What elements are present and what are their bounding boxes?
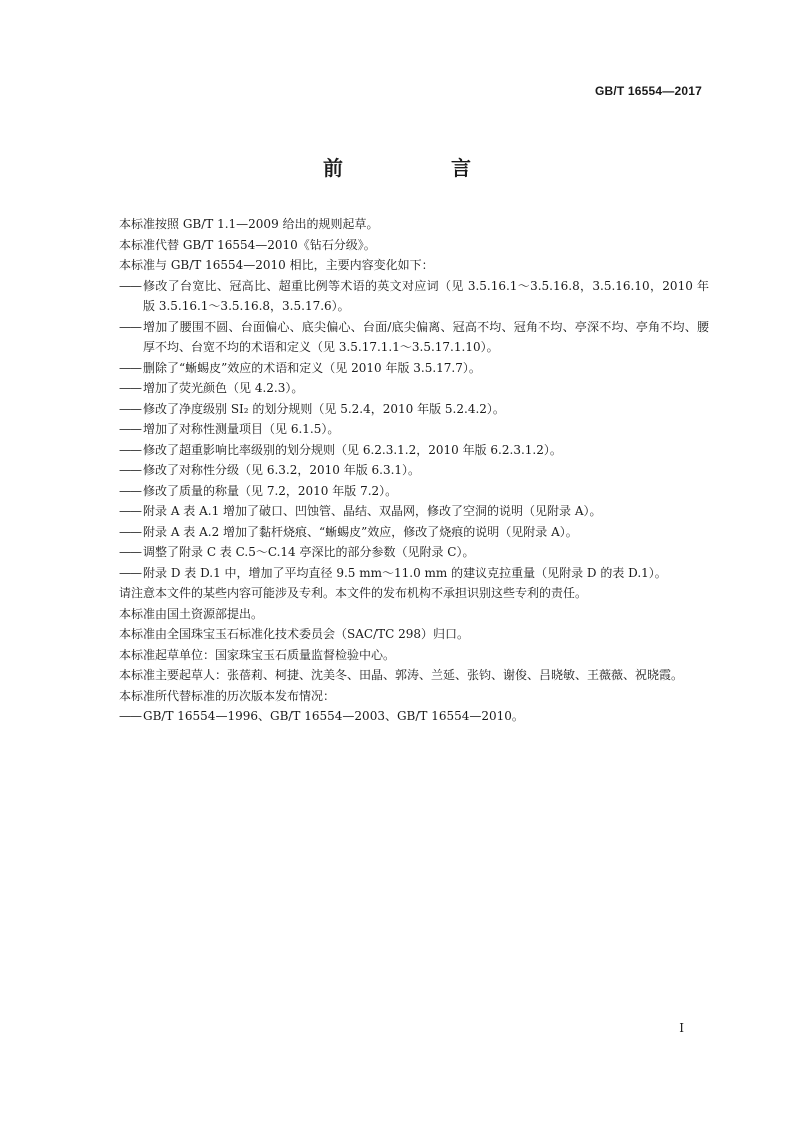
change-item xyxy=(119,276,709,317)
dash-mark: —— xyxy=(119,401,141,416)
change-item xyxy=(119,440,709,461)
dash-mark: —— xyxy=(119,381,141,395)
dash-mark: —— xyxy=(119,422,141,436)
change-item xyxy=(119,501,709,522)
paragraph: 本标准由国土资源部提出。 xyxy=(119,606,264,621)
change-text: 增加了腰围不圆、台面偏心、底尖偏心、台面/底尖偏离、冠高不均、冠角不均、亭深不均、亭角不均、腰厚不均、台宽不均的术语和定义（见 3.5.17.1.1～3.5.17.1.10）。 xyxy=(143,319,709,354)
paragraph: 请注意本文件的某些内容可能涉及专利。本文件的发布机构不承担识别这些专利的责任。 xyxy=(119,586,588,600)
dash-mark: —— xyxy=(119,545,141,559)
paragraph: 本标准起草单位：国家珠宝玉石质量监督检验中心。 xyxy=(119,647,396,662)
dash-mark: —— xyxy=(119,524,141,539)
change-text: 附录 A 表 A.1 增加了破口、凹蚀管、晶结、双晶网，修改了空洞的说明（见附录 A）。 xyxy=(143,504,602,518)
change-text: 增加了对称性测量项目（见 6.1.5）。 xyxy=(143,422,340,436)
paragraph: 本标准按照 GB/T 1.1—2009 给出的规则起草。 xyxy=(119,217,379,231)
page-title: 前 言 xyxy=(323,156,515,180)
dash-mark: —— xyxy=(119,483,141,498)
dash-mark: —— xyxy=(119,709,141,723)
foreword-body xyxy=(119,214,709,727)
paragraph: 本标准主要起草人：张蓓莉、柯捷、沈美冬、田晶、郭涛、兰延、张钧、谢俊、吕晓敏、王薇薇、祝晓霞。 xyxy=(119,668,684,682)
change-item xyxy=(119,358,709,379)
page-number: I xyxy=(679,1021,684,1035)
history-text: GB/T 16554—1996、GB/T 16554—2003、GB/T 16554—2010。 xyxy=(143,709,524,723)
dash-mark: —— xyxy=(119,504,141,518)
paragraph: 本标准由全国珠宝玉石标准化技术委员会（SAC/TC 298）归口。 xyxy=(119,627,470,641)
change-item xyxy=(119,378,709,399)
change-text: 附录 D 表 D.1 中，增加了平均直径 9.5 mm～11.0 mm 的建议克拉重量（见附录 D 的表 D.1）。 xyxy=(143,565,667,580)
dash-mark: —— xyxy=(119,319,141,334)
change-text: 修改了净度级别 SI₂ 的划分规则（见 5.2.4，2010 年版 5.2.4.2）。 xyxy=(143,401,505,416)
change-item xyxy=(119,522,709,543)
change-text: 修改了超重影响比率级别的划分规则（见 6.2.3.1.2，2010 年版 6.2.3.1.2）。 xyxy=(143,442,562,457)
change-item xyxy=(119,399,709,420)
change-text: 修改了台宽比、冠高比、超重比例等术语的英文对应词（见 3.5.16.1～3.5.16.8，3.5.16.10，2010 年版 3.5.16.1～3.5.16.8，3.5.17.6）。 xyxy=(143,278,709,313)
dash-mark: —— xyxy=(119,463,141,477)
change-text: 增加了荧光颜色（见 4.2.3）。 xyxy=(143,381,304,395)
paragraph: 本标准与 GB/T 16554—2010 相比，主要内容变化如下： xyxy=(119,258,434,272)
standard-code: GB/T 16554—2017 xyxy=(594,84,702,98)
change-item xyxy=(119,419,709,440)
dash-mark: —— xyxy=(119,360,141,375)
change-text: 删除了“蜥蜴皮”效应的术语和定义（见 2010 年版 3.5.17.7）。 xyxy=(143,360,481,375)
change-item xyxy=(119,542,709,563)
change-text: 修改了对称性分级（见 6.3.2，2010 年版 6.3.1）。 xyxy=(143,463,421,477)
change-text: 修改了质量的称量（见 7.2，2010 年版 7.2）。 xyxy=(143,483,398,498)
change-item xyxy=(119,317,709,358)
change-item xyxy=(119,481,709,502)
paragraph: 本标准所代替标准的历次版本发布情况： xyxy=(119,688,336,703)
dash-mark: —— xyxy=(119,278,141,293)
history-item xyxy=(119,706,709,727)
dash-mark: —— xyxy=(119,442,141,457)
change-item xyxy=(119,563,709,584)
dash-mark: —— xyxy=(119,565,141,580)
change-text: 调整了附录 C 表 C.5～C.14 亭深比的部分参数（见附录 C）。 xyxy=(143,545,475,559)
change-text: 附录 A 表 A.2 增加了黏杆烧痕、“蜥蜴皮”效应，修改了烧痕的说明（见附录 A）。 xyxy=(143,524,578,539)
change-item xyxy=(119,460,709,481)
paragraph: 本标准代替 GB/T 16554—2010《钻石分级》。 xyxy=(119,237,376,252)
